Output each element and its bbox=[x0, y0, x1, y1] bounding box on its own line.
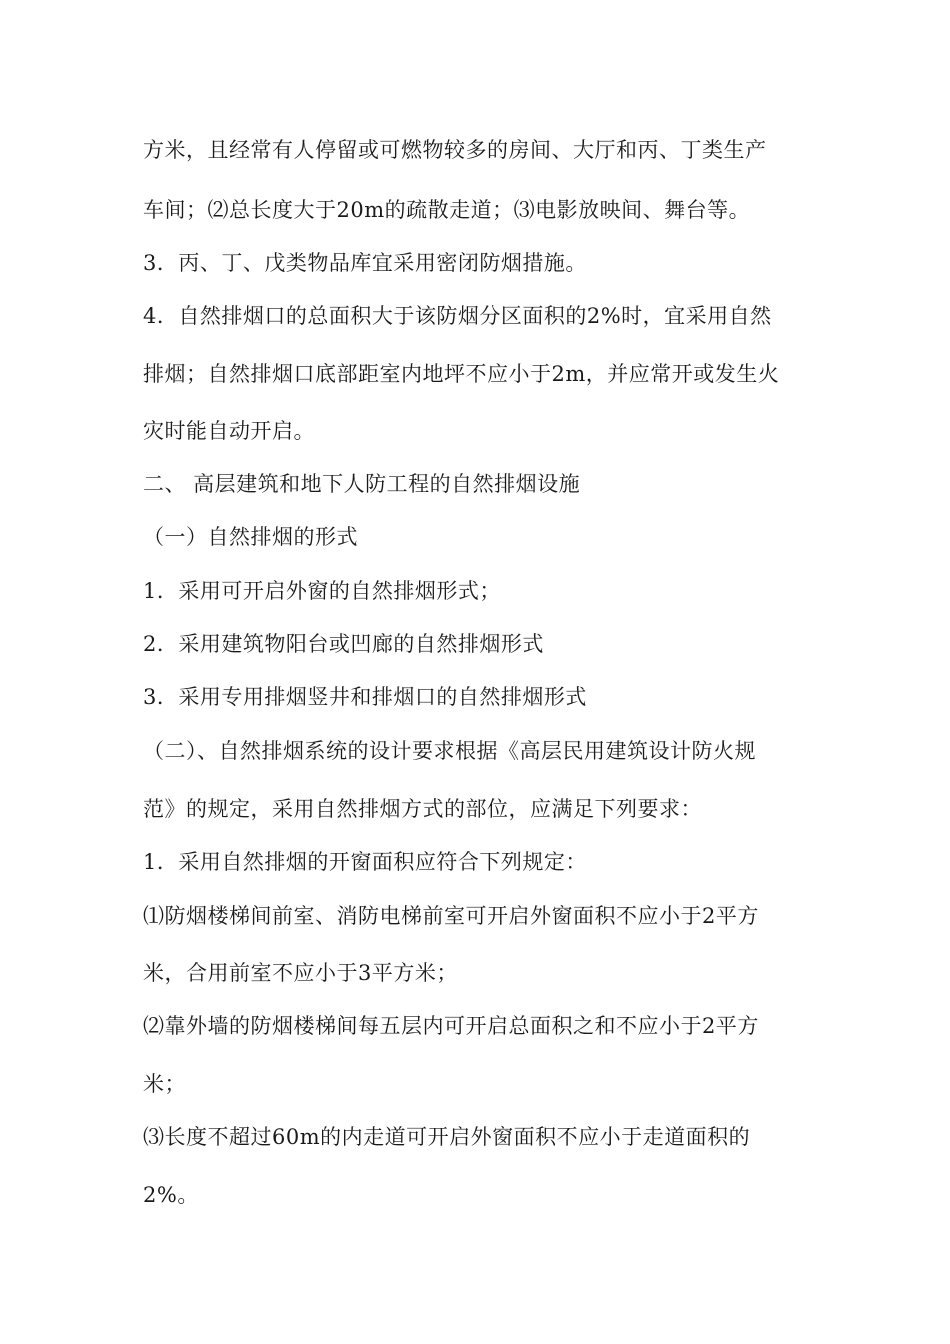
paragraph-line: 方米，且经常有人停留或可燃物较多的房间、大厅和丙、丁类生产 bbox=[143, 138, 767, 162]
paragraph-line: 米，合用前室不应小于3平方米； bbox=[143, 961, 458, 985]
paragraph-line: 2%。 bbox=[143, 1183, 199, 1207]
list-item: 3．采用专用排烟竖井和排烟口的自然排烟形式 bbox=[143, 685, 587, 709]
paragraph-line: 3．丙、丁、戊类物品库宜采用密闭防烟措施。 bbox=[143, 251, 587, 275]
paragraph-line: 排烟；自然排烟口底部距室内地坪不应小于2m，并应常开或发生火 bbox=[143, 362, 780, 386]
subsection-heading: （一）自然排烟的形式 bbox=[143, 525, 358, 549]
list-item: ⑶长度不超过60m的内走道可开启外窗面积不应小于走道面积的 bbox=[143, 1125, 751, 1149]
paragraph-line: 车间；⑵总长度大于20m的疏散走道；⑶电影放映间、舞台等。 bbox=[143, 198, 751, 222]
paragraph-line: 范》的规定，采用自然排烟方式的部位，应满足下列要求： bbox=[143, 797, 702, 821]
list-item: 1．采用可开启外窗的自然排烟形式； bbox=[143, 579, 501, 603]
list-item: ⑴防烟楼梯间前室、消防电梯前室可开启外窗面积不应小于2平方 bbox=[143, 904, 759, 928]
section-heading: 二、 高层建筑和地下人防工程的自然排烟设施 bbox=[143, 472, 581, 496]
list-item: 1．采用自然排烟的开窗面积应符合下列规定： bbox=[143, 850, 587, 874]
subsection-heading: （二）、自然排烟系统的设计要求根据《高层民用建筑设计防火规 bbox=[143, 739, 756, 763]
paragraph-line: 4．自然排烟口的总面积大于该防烟分区面积的2%时，宜采用自然 bbox=[143, 304, 772, 328]
list-item: 2．采用建筑物阳台或凹廊的自然排烟形式 bbox=[143, 632, 544, 656]
paragraph-line: 灾时能自动开启。 bbox=[143, 419, 315, 443]
paragraph-line: 米； bbox=[143, 1072, 186, 1096]
list-item: ⑵靠外墙的防烟楼梯间每五层内可开启总面积之和不应小于2平方 bbox=[143, 1014, 759, 1038]
